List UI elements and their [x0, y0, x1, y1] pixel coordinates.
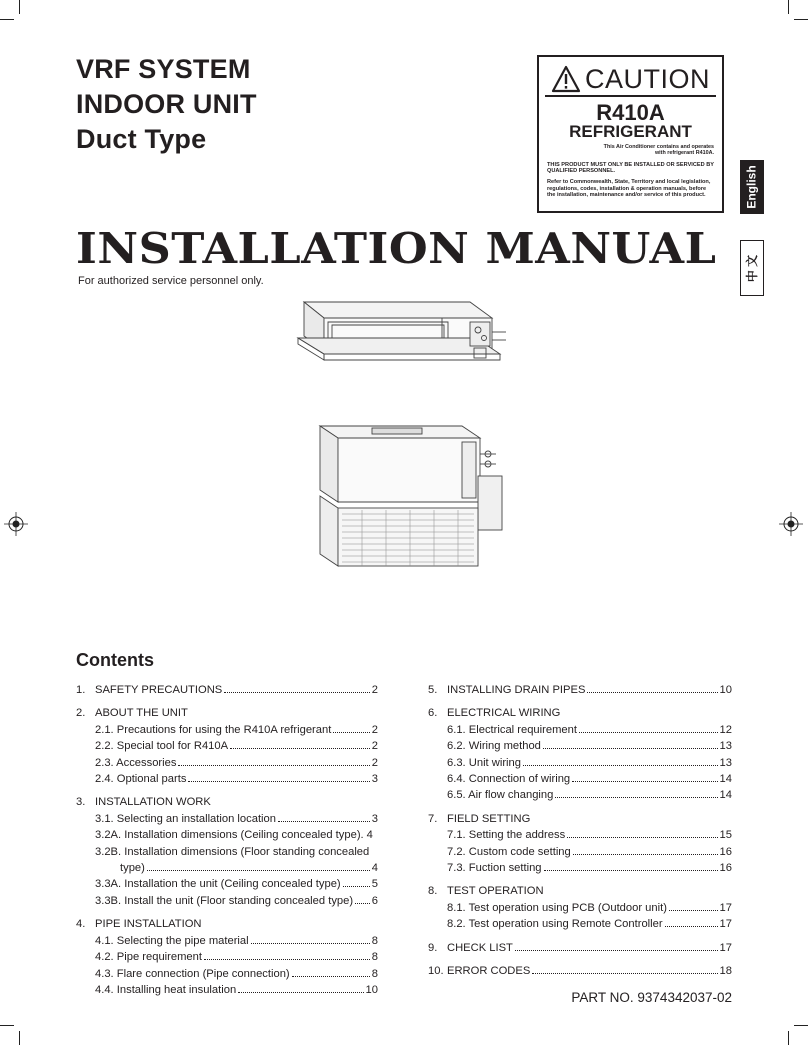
toc-label: 6.1. Electrical requirement — [447, 723, 577, 736]
toc-row[interactable] — [76, 844, 378, 860]
toc-label: ERROR CODES — [447, 965, 531, 978]
toc-num: 3. — [76, 796, 86, 809]
toc-label: type) — [120, 862, 145, 875]
toc-page: 2 — [371, 740, 378, 753]
toc-row[interactable] — [76, 933, 378, 949]
toc-row[interactable] — [76, 771, 378, 787]
toc-page: 18 — [719, 965, 732, 978]
toc-label: 3.2A. Installation dimensions (Ceiling concealed type). — [95, 829, 364, 842]
ceiling-unit-illustration — [292, 288, 512, 370]
toc-row[interactable] — [76, 722, 378, 738]
toc-label: 4.3. Flare connection (Pipe connection) — [95, 967, 290, 980]
toc-label: TEST OPERATION — [447, 885, 544, 898]
toc-label: 6.4. Connection of wiring — [447, 773, 571, 786]
toc-row[interactable] — [76, 705, 378, 721]
toc-label: CHECK LIST — [447, 941, 513, 954]
toc-num: 7. — [428, 812, 438, 825]
toc-label: 2.3. Accessories — [95, 756, 177, 769]
product-title — [76, 52, 257, 157]
toc-page: 15 — [719, 829, 732, 842]
toc-row[interactable] — [76, 682, 378, 698]
toc-label: 3.1. Selecting an installation location — [95, 812, 276, 825]
toc-page: 10 — [719, 684, 732, 696]
refrigerant-label: REFRIGERANT — [569, 122, 692, 141]
crop-mark — [19, 1031, 20, 1045]
main-title: INSTALLATION MANUAL — [76, 224, 717, 273]
toc-label: FIELD SETTING — [447, 812, 531, 825]
toc-page: 13 — [719, 740, 732, 753]
tab-chinese-label: 中 文 — [745, 254, 760, 282]
toc-row[interactable] — [428, 787, 732, 803]
toc-row[interactable] — [428, 738, 732, 754]
toc-page: 5 — [371, 878, 378, 891]
caution-text-legislation: Refer to Commonwealth, State, Territory and local legislation, regulations, codes, installation & operation manuals, before the installation, maintenance and/or service of this product. — [547, 179, 711, 199]
caution-header — [545, 63, 716, 97]
toc-label: 3.3B. Install the unit (Floor standing concealed type) — [95, 894, 354, 907]
toc-page: 4 — [371, 862, 378, 875]
toc-label: 6.2. Wiring method — [447, 740, 541, 753]
toc-row[interactable] — [428, 860, 732, 876]
toc-row[interactable] — [428, 883, 732, 899]
title-line-unit: INDOOR UNIT — [76, 89, 257, 119]
toc-row[interactable] — [428, 916, 732, 932]
toc-label: 6.5. Air flow changing — [447, 789, 554, 802]
refrigerant-code: R410A — [596, 100, 665, 125]
caution-text-qualified: THIS PRODUCT MUST ONLY BE INSTALLED OR SERVICED BY QUALIFIED PERSONNEL. — [547, 161, 714, 175]
toc-label: 6.3. Unit wiring — [447, 756, 521, 769]
toc-row[interactable] — [428, 827, 732, 843]
toc-num: 1. — [76, 684, 86, 696]
crop-mark — [0, 1025, 14, 1026]
toc-label: 4.1. Selecting the pipe material — [95, 934, 249, 947]
toc-num: 10. — [428, 965, 444, 978]
toc-row[interactable] — [428, 771, 732, 787]
toc-label: SAFETY PRECAUTIONS — [95, 684, 223, 696]
toc-row[interactable] — [76, 982, 378, 998]
crop-mark — [19, 0, 20, 14]
toc-page: 3 — [371, 812, 378, 825]
toc-left — [76, 682, 378, 998]
toc-row[interactable] — [76, 827, 378, 843]
crop-mark — [794, 1025, 808, 1026]
crop-mark — [788, 1031, 789, 1045]
toc-page: 8 — [371, 934, 378, 947]
tab-english — [740, 160, 764, 214]
toc-label: 3.2B. Installation dimensions (Floor standing concealed — [95, 845, 370, 858]
caution-word: CAUTION — [585, 64, 710, 94]
toc-label: 2.4. Optional parts — [95, 773, 187, 786]
subtitle: For authorized service personnel only. — [78, 275, 264, 287]
crop-mark — [794, 19, 808, 20]
toc-row[interactable] — [76, 811, 378, 827]
toc-num: 2. — [76, 707, 86, 720]
toc-label: PIPE INSTALLATION — [95, 918, 202, 931]
toc-row[interactable] — [428, 722, 732, 738]
toc-page: 2 — [371, 684, 378, 696]
registration-mark-right — [779, 512, 803, 536]
toc-page: 14 — [719, 773, 732, 786]
toc-page: 12 — [719, 723, 732, 736]
toc-label: 7.2. Custom code setting — [447, 845, 571, 858]
toc-row[interactable] — [428, 705, 732, 721]
toc-row[interactable] — [428, 940, 732, 956]
part-number: PART NO. 9374342037-02 — [571, 990, 732, 1005]
toc-row[interactable] — [76, 893, 378, 909]
contents-heading: Contents — [76, 650, 154, 670]
toc-label: ELECTRICAL WIRING — [447, 707, 561, 720]
toc-page: 2 — [371, 723, 378, 736]
toc-num: 6. — [428, 707, 438, 720]
warning-triangle-icon — [551, 65, 581, 93]
toc-num: 8. — [428, 885, 438, 898]
toc-label: INSTALLING DRAIN PIPES — [447, 684, 586, 696]
caution-small-note-2: with refrigerant R410A. — [654, 150, 714, 157]
caution-label — [537, 55, 724, 213]
toc-page: 16 — [719, 862, 732, 875]
toc-page: 8 — [371, 951, 378, 964]
toc-page: 6 — [371, 894, 378, 907]
toc-page: 3 — [371, 773, 378, 786]
toc-row[interactable] — [76, 738, 378, 754]
toc-label: 2.2. Special tool for R410A — [95, 740, 229, 753]
toc-label: ABOUT THE UNIT — [95, 707, 188, 720]
toc-row[interactable] — [428, 755, 732, 771]
toc-page: 10 — [365, 983, 378, 996]
floor-unit-illustration — [312, 420, 512, 572]
title-line-system: VRF SYSTEM — [76, 54, 251, 84]
toc-label: 2.1. Precautions for using the R410A refrigerant — [95, 723, 332, 736]
toc-row[interactable] — [76, 966, 378, 982]
toc-label: 4.4. Installing heat insulation — [95, 983, 237, 996]
toc-num: 4. — [76, 918, 86, 931]
toc-label: INSTALLATION WORK — [95, 796, 211, 809]
toc-row[interactable] — [428, 844, 732, 860]
toc-row[interactable] — [76, 860, 378, 876]
caution-small-note — [547, 144, 714, 157]
toc-label: 7.3. Fuction setting — [447, 862, 542, 875]
toc-page: 17 — [719, 901, 732, 914]
toc-row[interactable] — [76, 876, 378, 892]
toc-row[interactable] — [76, 949, 378, 965]
toc-page: 4 — [366, 829, 373, 842]
toc-row[interactable] — [76, 794, 378, 810]
tab-chinese — [740, 240, 764, 296]
toc-page: 13 — [719, 756, 732, 769]
caution-small-note-1: This Air Conditioner contains and operates — [603, 144, 714, 150]
crop-mark — [788, 0, 789, 14]
toc-page: 17 — [719, 941, 732, 954]
toc-page: 8 — [371, 967, 378, 980]
toc-row[interactable] — [428, 682, 732, 698]
toc-label: 8.1. Test operation using PCB (Outdoor unit) — [447, 901, 667, 914]
toc-row[interactable] — [76, 755, 378, 771]
toc-row[interactable] — [76, 916, 378, 932]
toc-row[interactable] — [428, 963, 732, 979]
toc-row[interactable] — [428, 900, 732, 916]
toc-page: 14 — [719, 789, 732, 802]
tab-english-label: English — [745, 165, 759, 209]
toc-label: 8.2. Test operation using Remote Controller — [447, 918, 663, 931]
toc-row[interactable] — [428, 811, 732, 827]
toc-page: 2 — [371, 756, 378, 769]
toc-label: 3.3A. Installation the unit (Ceiling concealed type) — [95, 878, 341, 891]
crop-mark — [0, 19, 14, 20]
toc-page: 16 — [719, 845, 732, 858]
toc-right — [428, 682, 732, 980]
toc-num: 5. — [428, 684, 438, 696]
toc-page: 17 — [719, 918, 732, 931]
toc-label: 7.1. Setting the address — [447, 829, 566, 842]
toc-label: 4.2. Pipe requirement — [95, 951, 202, 964]
toc-num: 9. — [428, 941, 438, 954]
title-line-type: Duct Type — [76, 124, 207, 154]
registration-mark-left — [4, 512, 28, 536]
